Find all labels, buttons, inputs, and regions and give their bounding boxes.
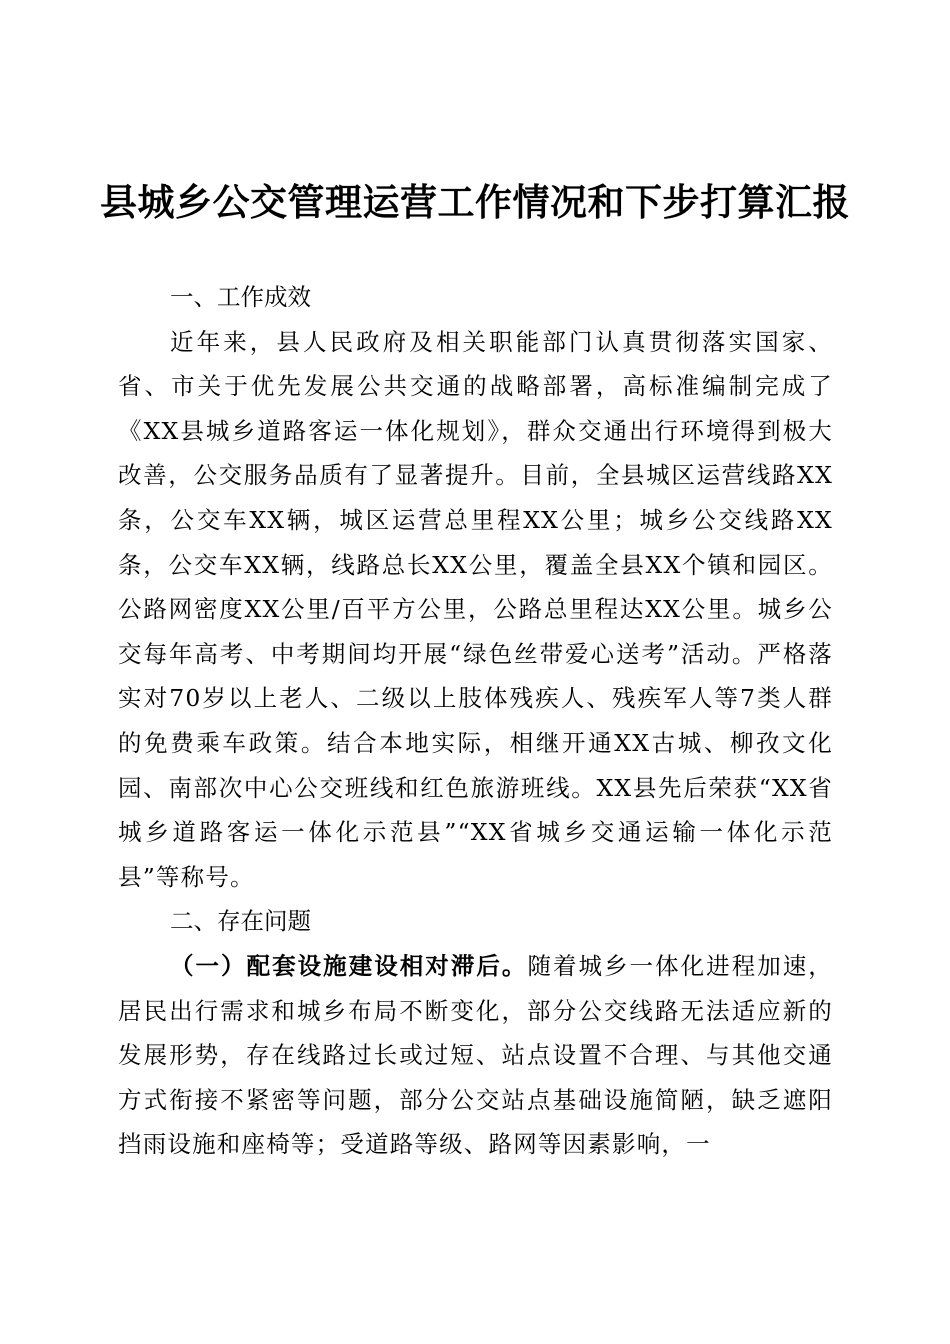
section-heading-problems: 二、存在问题	[170, 907, 311, 936]
document-body	[118, 275, 833, 1167]
paragraph-achievements: 近年来，县人民政府及相关职能部门认真贯彻落实国家、省、市关于优先发展公共交通的战略部署，高标准编制完成了《XX县城乡道路客运一体化规划》，群众交通出行环境得到极大改善，公交服务品质有了显著提升。目前，全县城区运营线路XX条，公交车XX辆，城区运营总里程XX公里；城乡公交线路XX条，公交车XX辆，线路总长XX公里，覆盖全县XX个镇和园区。公路网密度XX公里/百平方公里，公路总里程达XX公里。城乡公交每年高考、中考期间均开展“绿色丝带爱心送考”活动。严格落实对70岁以上老人、二级以上肢体残疾人、残疾军人等7类人群的免费乘车政策。结合本地实际，相继开通XX古城、柳孜文化园、南部次中心公交班线和红色旅游班线。XX县先后荣获“XX省城乡道路客运一体化示范县”“XX省城乡交通运输一体化示范县”等称号。	[118, 327, 833, 891]
paragraph-subheading: （一）配套设施建设相对滞后。	[170, 951, 528, 980]
document-title: 县城乡公交管理运营工作情况和下步打算汇报	[100, 180, 850, 224]
paragraph-text: 随着城乡一体化进程加速，居民出行需求和城乡布局不断变化，部分公交线路无法适应新的发展形势，存在线路过长或过短、站点设置不合理、与其他交通方式衔接不紧密等问题，部分公交站点基础设施简陋，缺乏遮阳挡雨设施和座椅等；受道路等级、路网等因素影响，一	[118, 951, 833, 1159]
section-heading-achievements: 一、工作成效	[170, 283, 311, 311]
paragraph-problem-1	[118, 944, 833, 1167]
